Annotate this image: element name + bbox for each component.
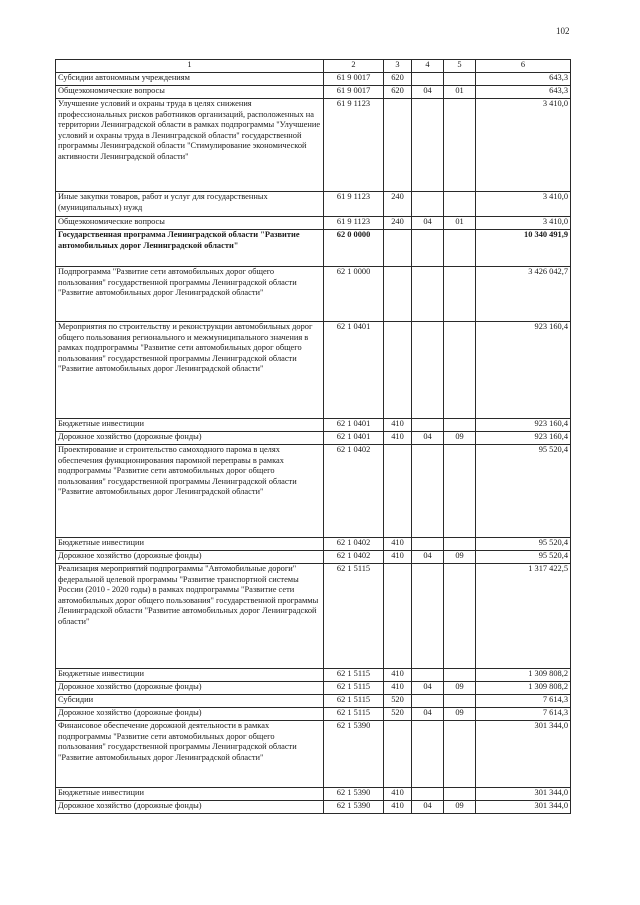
- cell-target-code: 62 1 5390: [324, 788, 384, 801]
- table-row: [56, 551, 571, 564]
- cell-expense-type: 520: [384, 695, 412, 708]
- cell-section: 04: [412, 217, 444, 230]
- table-row: [56, 217, 571, 230]
- cell-section: [412, 230, 444, 267]
- cell-subsection: [444, 538, 476, 551]
- cell-name: Дорожное хозяйство (дорожные фонды): [56, 432, 324, 445]
- table-row: [56, 682, 571, 695]
- cell-subsection: 09: [444, 432, 476, 445]
- cell-subsection: [444, 419, 476, 432]
- column-header: 1: [56, 60, 324, 73]
- cell-name: Бюджетные инвестиции: [56, 669, 324, 682]
- cell-expense-type: [384, 230, 412, 267]
- cell-expense-type: [384, 445, 412, 538]
- cell-amount: 7 614,3: [476, 695, 571, 708]
- cell-section: 04: [412, 86, 444, 99]
- cell-subsection: [444, 73, 476, 86]
- cell-name: Общеэкономические вопросы: [56, 217, 324, 230]
- cell-subsection: 09: [444, 682, 476, 695]
- cell-subsection: 09: [444, 708, 476, 721]
- cell-amount: 3 426 042,7: [476, 267, 571, 322]
- cell-name: Иные закупки товаров, работ и услуг для государственных (муниципальных) нужд: [56, 192, 324, 217]
- table-header-row: [56, 60, 571, 73]
- cell-amount: 10 340 491,9: [476, 230, 571, 267]
- cell-amount: 7 614,3: [476, 708, 571, 721]
- table-row: [56, 419, 571, 432]
- cell-amount: 95 520,4: [476, 538, 571, 551]
- cell-section: [412, 788, 444, 801]
- cell-target-code: 62 1 0401: [324, 322, 384, 419]
- cell-name: Бюджетные инвестиции: [56, 788, 324, 801]
- table-row: [56, 192, 571, 217]
- cell-name: Мероприятия по строительству и реконструкции автомобильных дорог общего пользования регионального и межмуниципального значения в рамках подпрограммы "Развитие сети автомобильных дорог общего пользования" государственной программы Ленинградской области "Развитие автомобильных дорог Ленинградской области": [56, 322, 324, 419]
- column-header: 4: [412, 60, 444, 73]
- table-row: [56, 267, 571, 322]
- budget-table: [55, 59, 571, 814]
- column-header: 2: [324, 60, 384, 73]
- cell-subsection: 01: [444, 86, 476, 99]
- cell-subsection: 01: [444, 217, 476, 230]
- cell-name: Государственная программа Ленинградской области "Развитие автомобильных дорог Ленинградской области": [56, 230, 324, 267]
- cell-amount: 643,3: [476, 86, 571, 99]
- cell-section: 04: [412, 432, 444, 445]
- cell-section: [412, 267, 444, 322]
- table-row: [56, 432, 571, 445]
- cell-amount: 923 160,4: [476, 322, 571, 419]
- table-row: [56, 788, 571, 801]
- cell-amount: 3 410,0: [476, 217, 571, 230]
- cell-section: 04: [412, 708, 444, 721]
- cell-subsection: [444, 322, 476, 419]
- cell-section: [412, 721, 444, 788]
- cell-amount: 3 410,0: [476, 192, 571, 217]
- cell-expense-type: [384, 99, 412, 192]
- table-row: [56, 695, 571, 708]
- table-row: [56, 564, 571, 669]
- cell-section: [412, 564, 444, 669]
- cell-name: Бюджетные инвестиции: [56, 538, 324, 551]
- cell-section: 04: [412, 801, 444, 814]
- cell-target-code: 62 1 0401: [324, 419, 384, 432]
- cell-target-code: 61 9 1123: [324, 217, 384, 230]
- cell-expense-type: [384, 564, 412, 669]
- cell-expense-type: 410: [384, 788, 412, 801]
- column-header: 6: [476, 60, 571, 73]
- cell-subsection: [444, 192, 476, 217]
- cell-subsection: 09: [444, 551, 476, 564]
- cell-subsection: [444, 445, 476, 538]
- cell-target-code: 62 1 5115: [324, 708, 384, 721]
- cell-subsection: [444, 99, 476, 192]
- cell-target-code: 62 1 5115: [324, 682, 384, 695]
- cell-target-code: 62 1 0401: [324, 432, 384, 445]
- cell-expense-type: 410: [384, 801, 412, 814]
- cell-target-code: 62 1 0402: [324, 538, 384, 551]
- cell-expense-type: 410: [384, 432, 412, 445]
- cell-section: [412, 695, 444, 708]
- table-row: [56, 73, 571, 86]
- cell-expense-type: 410: [384, 551, 412, 564]
- table-row: [56, 708, 571, 721]
- table-row: [56, 669, 571, 682]
- column-header: 3: [384, 60, 412, 73]
- cell-subsection: [444, 230, 476, 267]
- cell-amount: 3 410,0: [476, 99, 571, 192]
- cell-section: [412, 99, 444, 192]
- cell-subsection: [444, 695, 476, 708]
- table-row: [56, 230, 571, 267]
- cell-section: [412, 669, 444, 682]
- cell-expense-type: 520: [384, 708, 412, 721]
- cell-name: Подпрограмма "Развитие сети автомобильных дорог общего пользования" государственной программы Ленинградской области "Развитие автомобильных дорог Ленинградской области": [56, 267, 324, 322]
- cell-name: Дорожное хозяйство (дорожные фонды): [56, 708, 324, 721]
- cell-subsection: [444, 721, 476, 788]
- cell-name: Общеэкономические вопросы: [56, 86, 324, 99]
- cell-name: Бюджетные инвестиции: [56, 419, 324, 432]
- cell-amount: 1 309 808,2: [476, 682, 571, 695]
- cell-target-code: 62 1 5115: [324, 695, 384, 708]
- cell-name: Реализация мероприятий подпрограммы "Автомобильные дороги" федеральной целевой программы "Развитие транспортной системы России (2010 - 2020 годы) в рамках подпрограммы "Развитие сети автомобильных дорог общего пользования" государственной программы Ленинградской области "Развитие автомобильных дорог Ленинградской области": [56, 564, 324, 669]
- cell-expense-type: [384, 721, 412, 788]
- cell-expense-type: 240: [384, 192, 412, 217]
- cell-section: 04: [412, 551, 444, 564]
- cell-amount: 643,3: [476, 73, 571, 86]
- cell-name: Дорожное хозяйство (дорожные фонды): [56, 801, 324, 814]
- cell-target-code: 62 1 5390: [324, 721, 384, 788]
- cell-name: Дорожное хозяйство (дорожные фонды): [56, 682, 324, 695]
- cell-section: [412, 538, 444, 551]
- cell-target-code: 62 1 5390: [324, 801, 384, 814]
- table-row: [56, 322, 571, 419]
- cell-expense-type: 410: [384, 669, 412, 682]
- cell-amount: 95 520,4: [476, 551, 571, 564]
- cell-section: [412, 445, 444, 538]
- table-row: [56, 445, 571, 538]
- cell-section: [412, 192, 444, 217]
- cell-name: Субсидии: [56, 695, 324, 708]
- cell-target-code: 61 9 1123: [324, 99, 384, 192]
- cell-target-code: 61 9 1123: [324, 192, 384, 217]
- table-row: [56, 99, 571, 192]
- cell-target-code: 61 9 0017: [324, 73, 384, 86]
- cell-subsection: [444, 788, 476, 801]
- cell-expense-type: 410: [384, 682, 412, 695]
- cell-subsection: [444, 267, 476, 322]
- cell-name: Финансовое обеспечение дорожной деятельности в рамках подпрограммы "Развитие сети автомобильных дорог общего пользования" государственной программы Ленинградской области "Развитие автомобильных дорог Ленинградской области": [56, 721, 324, 788]
- cell-amount: 301 344,0: [476, 788, 571, 801]
- column-header: 5: [444, 60, 476, 73]
- cell-section: [412, 322, 444, 419]
- cell-expense-type: 620: [384, 86, 412, 99]
- cell-target-code: 61 9 0017: [324, 86, 384, 99]
- cell-amount: 301 344,0: [476, 801, 571, 814]
- table-row: [56, 538, 571, 551]
- cell-amount: 923 160,4: [476, 419, 571, 432]
- cell-subsection: [444, 564, 476, 669]
- cell-expense-type: 240: [384, 217, 412, 230]
- cell-target-code: 62 1 5115: [324, 564, 384, 669]
- cell-amount: 1 309 808,2: [476, 669, 571, 682]
- cell-target-code: 62 1 0000: [324, 267, 384, 322]
- page-number: 102: [556, 26, 570, 36]
- table-row: [56, 801, 571, 814]
- cell-name: Субсидии автономным учреждениям: [56, 73, 324, 86]
- cell-subsection: [444, 669, 476, 682]
- cell-amount: 95 520,4: [476, 445, 571, 538]
- cell-expense-type: 410: [384, 538, 412, 551]
- cell-target-code: 62 1 0402: [324, 445, 384, 538]
- cell-target-code: 62 1 5115: [324, 669, 384, 682]
- cell-expense-type: 620: [384, 73, 412, 86]
- cell-target-code: 62 1 0402: [324, 551, 384, 564]
- cell-amount: 1 317 422,5: [476, 564, 571, 669]
- cell-section: [412, 73, 444, 86]
- cell-amount: 923 160,4: [476, 432, 571, 445]
- cell-expense-type: [384, 322, 412, 419]
- cell-expense-type: 410: [384, 419, 412, 432]
- cell-section: 04: [412, 682, 444, 695]
- cell-name: Улучшение условий и охраны труда в целях снижения профессиональных рисков работников организаций, расположенных на территории Ленинградской области в рамках подпрограммы "Улучшение условий и охраны труда в Ленинградской области" государственной программы Ленинградской области "Стимулирование экономической активности Ленинградской области": [56, 99, 324, 192]
- cell-name: Проектирование и строительство самоходного парома в целях обеспечения функционирования паромной переправы в рамках подпрограммы "Развитие сети автомобильных дорог общего пользования" государственной программы Ленинградской области "Развитие автомобильных дорог Ленинградской области": [56, 445, 324, 538]
- table-row: [56, 86, 571, 99]
- cell-target-code: 62 0 0000: [324, 230, 384, 267]
- cell-name: Дорожное хозяйство (дорожные фонды): [56, 551, 324, 564]
- cell-subsection: 09: [444, 801, 476, 814]
- cell-expense-type: [384, 267, 412, 322]
- table-row: [56, 721, 571, 788]
- cell-section: [412, 419, 444, 432]
- cell-amount: 301 344,0: [476, 721, 571, 788]
